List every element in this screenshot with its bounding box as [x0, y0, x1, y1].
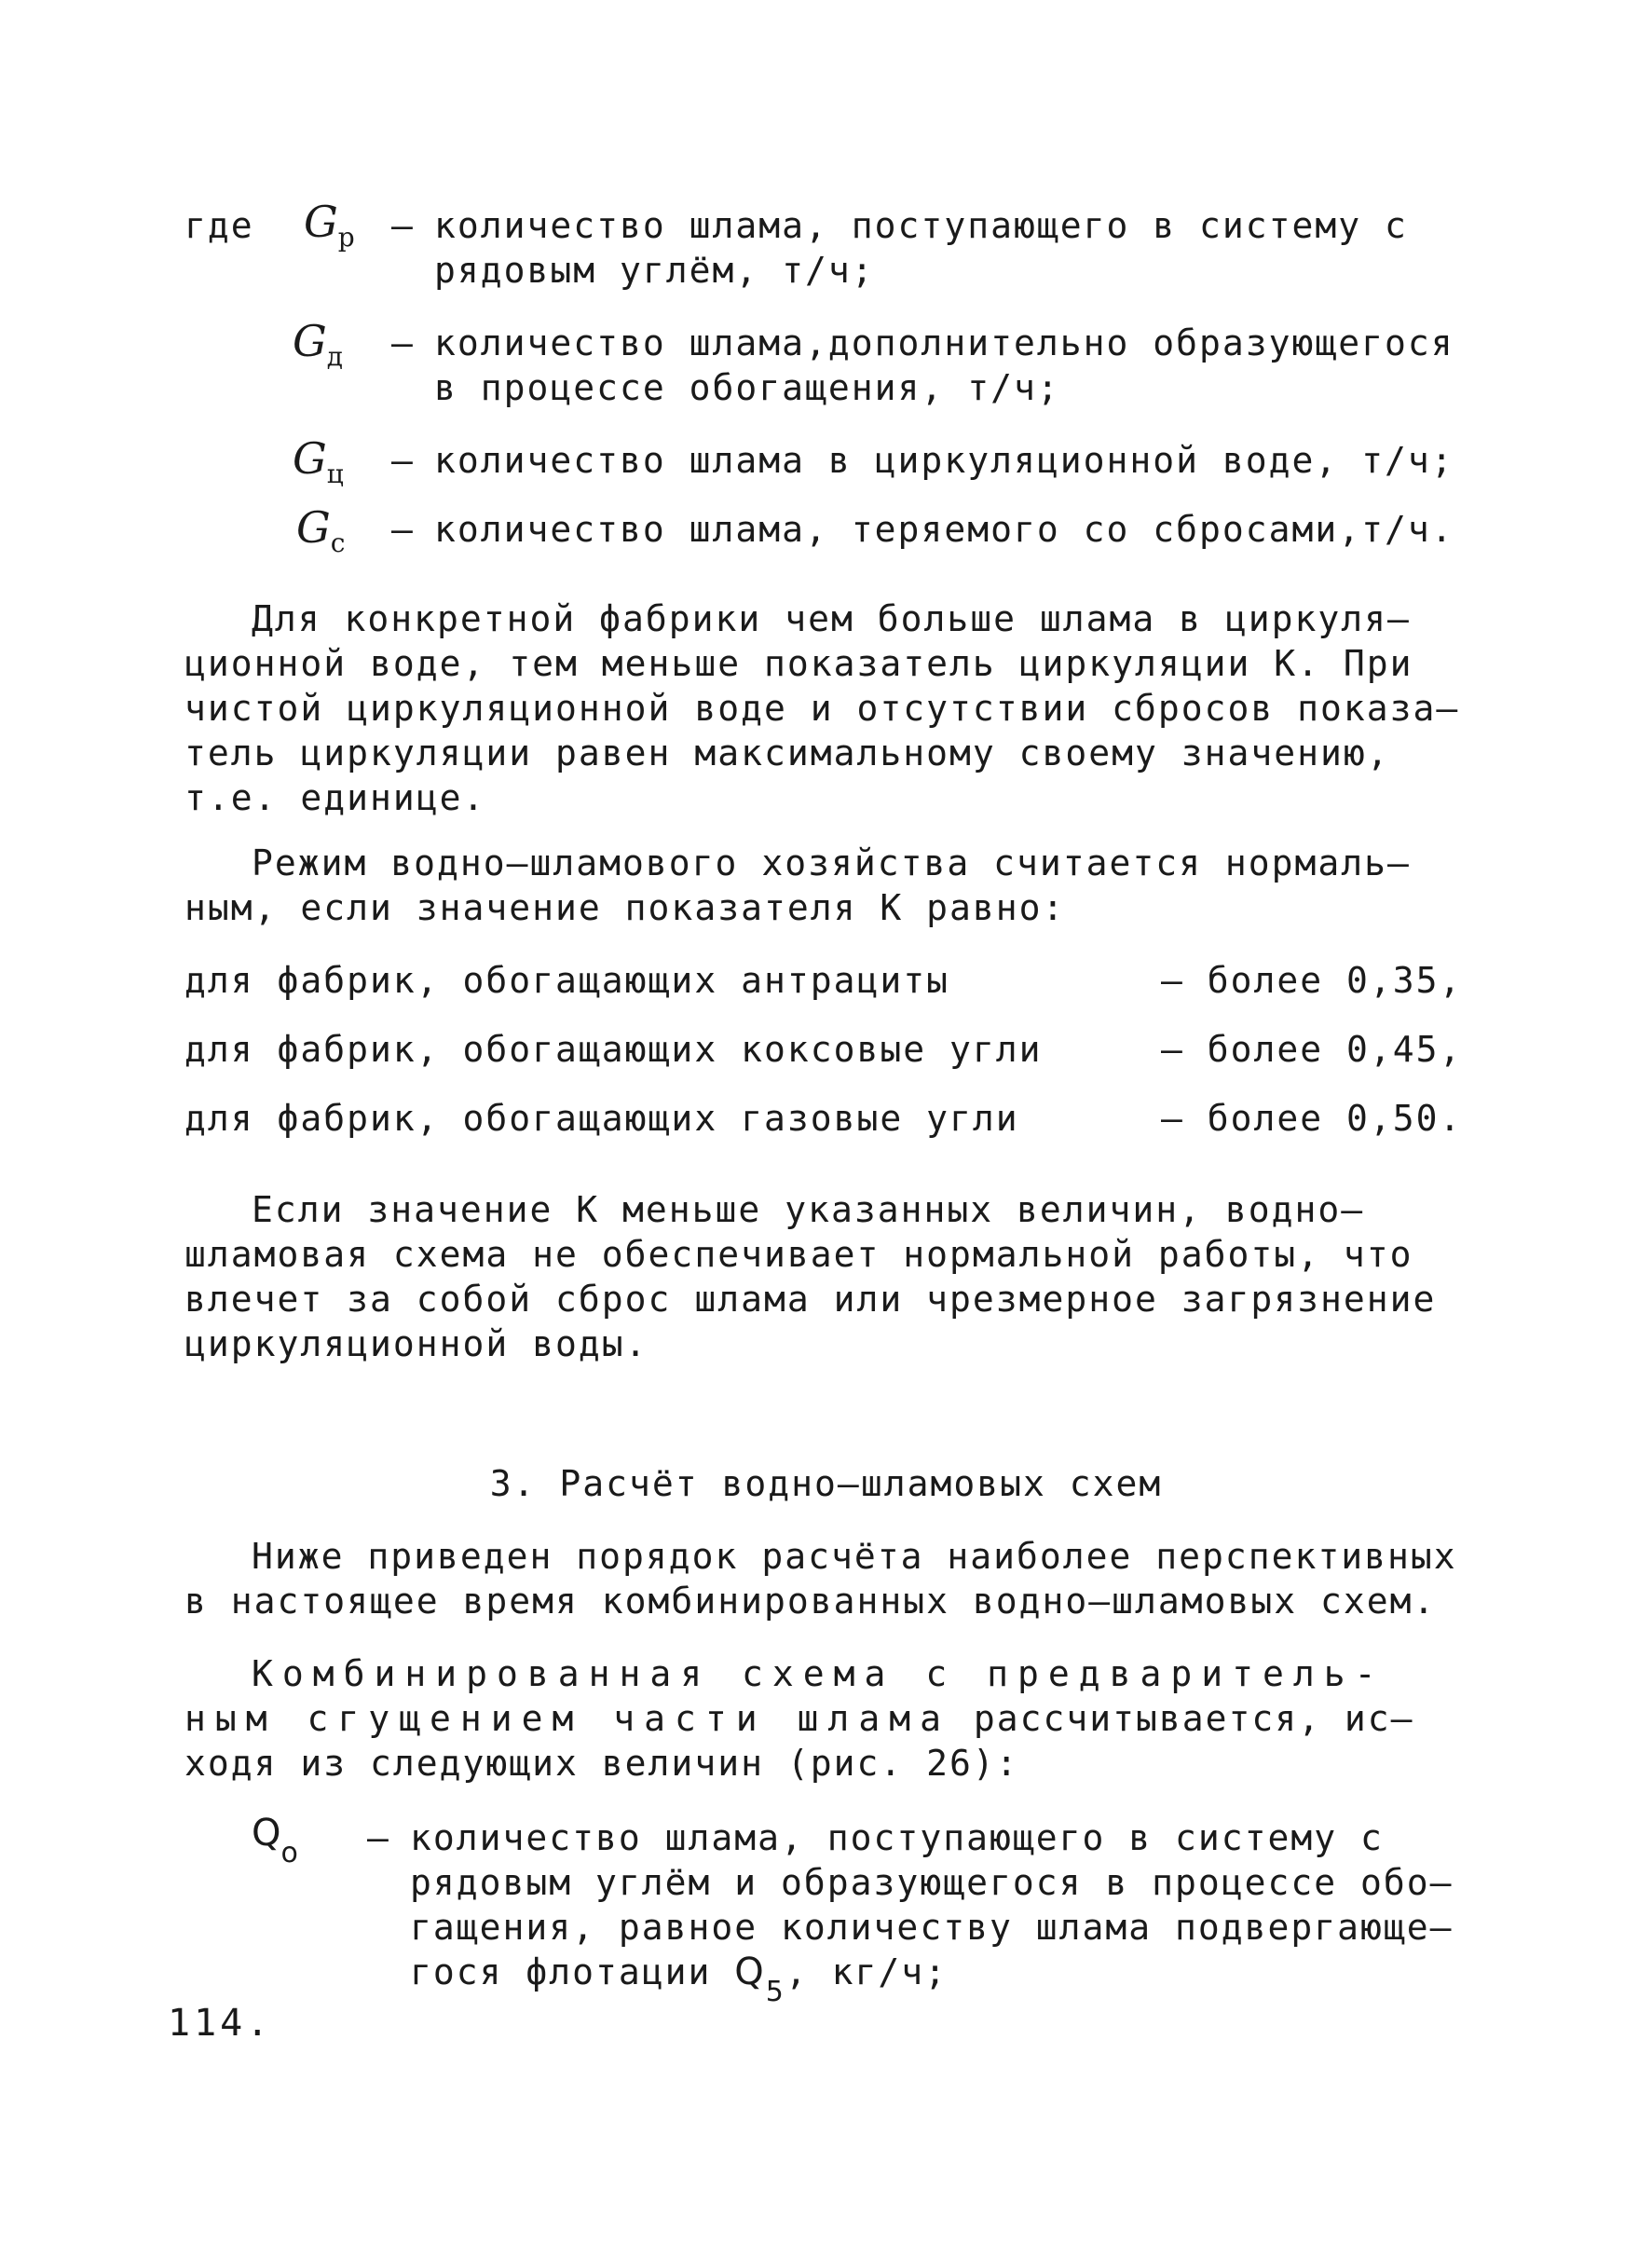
norm-value: – более 0,35, — [1161, 960, 1463, 1001]
section-heading: 3. Расчёт водно–шламовых схем — [489, 1463, 1163, 1504]
definition-text: количество шлама,дополнительно образующегося в процессе обогащения, т/ч; — [434, 322, 1454, 408]
definition-text: количество шлама в циркуляционной воде, т/ч; — [434, 440, 1454, 481]
norm-row — [184, 1027, 1489, 1072]
definition-intro: где — [184, 205, 254, 246]
norm-value: – более 0,45, — [1161, 1029, 1463, 1070]
paragraph: Если значение К меньше указанных величин, водно– шламовая схема не обеспечивает нормальной работы, что влечет за собой сброс шлама или чрезмерное загрязнение циркуляционной воды. — [184, 1189, 1437, 1364]
definition-text: количество шлама, поступающего в систему с рядовым углём и образующегося в процессе обо– гащения, равное количеству шлама подвергающе– гося флотации $Q_5$, кг/ч; — [410, 1817, 1454, 2008]
symbol-g-r: $G_р$ — [304, 197, 355, 253]
norm-row — [184, 1096, 1489, 1141]
symbol-q-o: $Q_о$ — [252, 1812, 298, 1869]
paragraph: Для конкретной фабрики чем больше шлама в циркуля– ционной воде, тем меньше показатель циркуляции К. При чистой циркуляционной воде и отсутствии сбросов показа– тель циркуляции равен максимальному своему значению, т.е. единице. — [184, 598, 1460, 818]
symbol-g-ts: $G_ц$ — [293, 433, 344, 489]
norm-row — [184, 958, 1489, 1003]
dash: – — [391, 322, 415, 363]
dash: – — [391, 440, 415, 481]
norm-label: для фабрик, обогащающих газовые угли — [184, 1098, 1019, 1139]
paragraph: Ниже приведен порядок расчёта наиболее перспективных в настоящее время комбинированных водно–шламовых схем. — [184, 1536, 1457, 1622]
definition-text: количество шлама, теряемого со сбросами,т/ч. — [434, 509, 1454, 550]
definition-text: количество шлама, поступающего в систему с рядовым углём, т/ч; — [434, 205, 1408, 291]
dash: – — [391, 509, 415, 550]
norm-label: для фабрик, обогащающих антрациты — [184, 960, 949, 1001]
page-number: 114. — [168, 2002, 273, 2045]
paragraph: Режим водно–шламового хозяйства считается нормаль– ным, если значение показателя К равно: — [184, 842, 1411, 928]
norm-value: – более 0,50. — [1161, 1098, 1463, 1139]
symbol-g-d: $G_д$ — [293, 316, 343, 372]
dash: – — [367, 1817, 390, 1858]
symbol-g-c: $G_c$ — [296, 502, 346, 558]
paragraph: Комбинированная схема с предваритель- ным сгущением части шлама рассчитывается, ис– ходя из следующих величин (рис. 26): — [184, 1653, 1414, 1784]
symbol-q-5: $Q_5$ — [734, 1951, 785, 2008]
dash: – — [391, 205, 415, 246]
norm-label: для фабрик, обогащающих коксовые угли — [184, 1029, 1043, 1070]
